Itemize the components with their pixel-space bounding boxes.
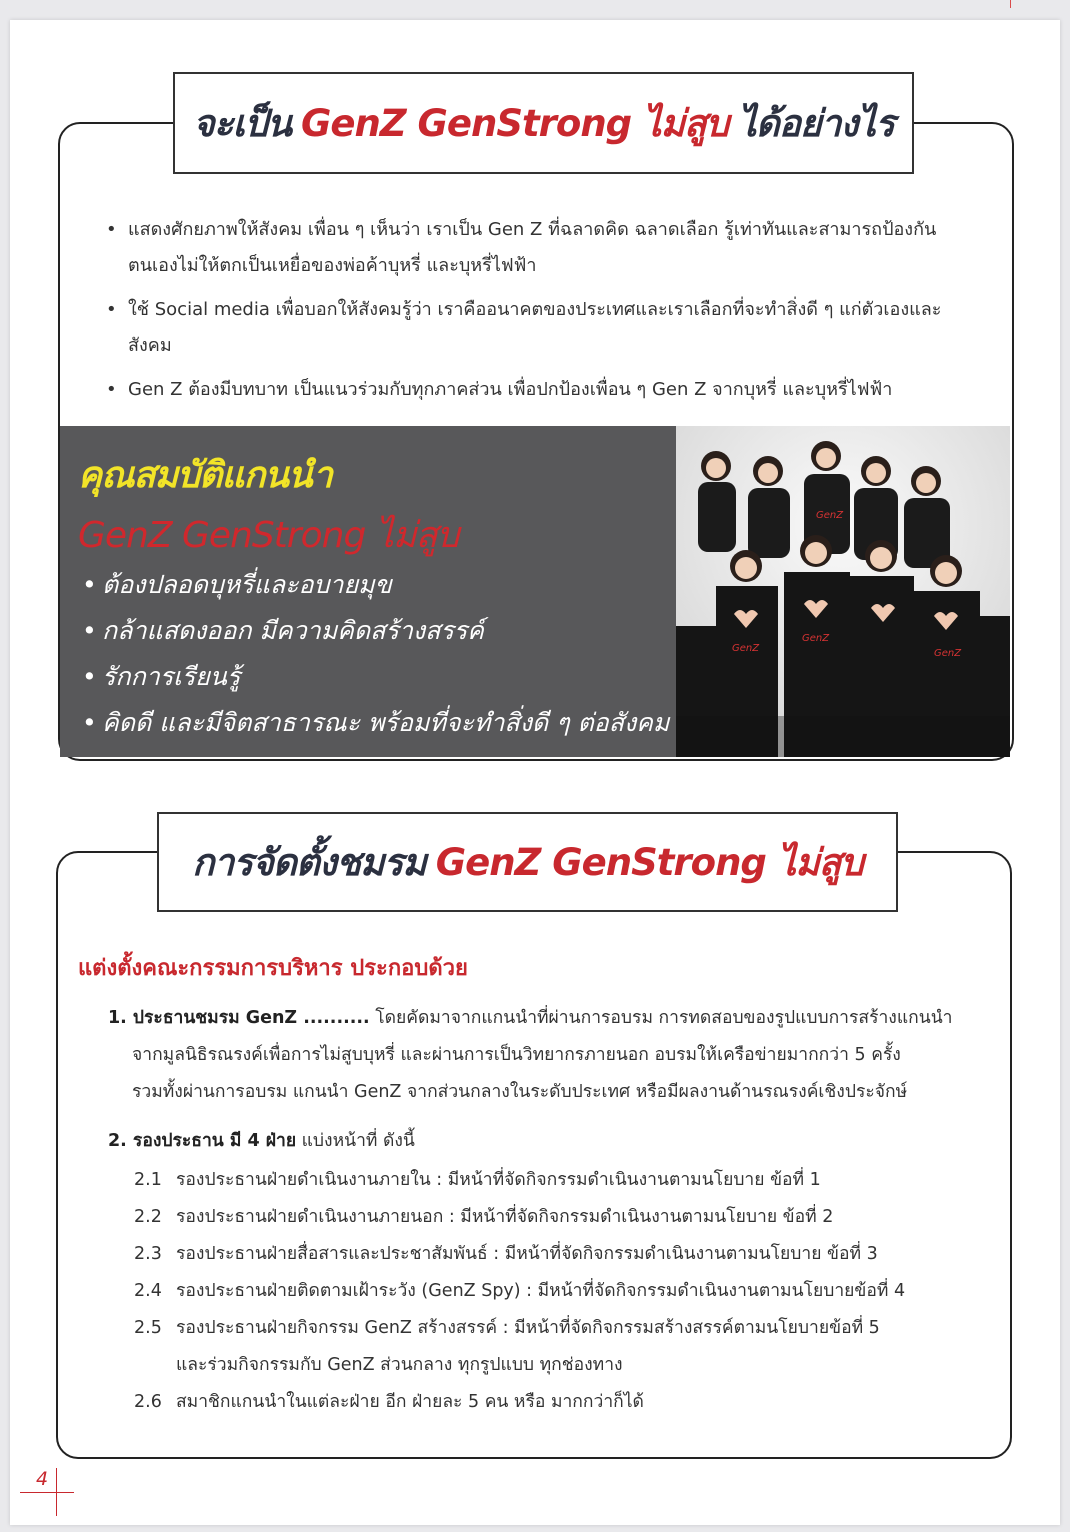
shirt-logo: GenZ: [816, 510, 844, 521]
subitem-row: [134, 1273, 994, 1310]
section-2-title: [157, 812, 898, 912]
bullet-item: • Gen Z ต้องมีบทบาท เป็นแนวร่วมกับทุกภาคส่วน เพื่อปกป้องเพื่อน ๆ Gen Z จากบุหรี่ และบุหรี่ไฟฟ้า: [102, 372, 982, 408]
subitem-number: 2.3: [134, 1244, 162, 1264]
page-number-rule: [56, 1468, 57, 1516]
bullet-item: • แสดงศักยภาพให้สังคม เพื่อน ๆ เห็นว่า เราเป็น Gen Z ที่ฉลาดคิด ฉลาดเลือก รู้เท่าทันและสามารถป้องกันตนเองไม่ให้ตกเป็นเหยื่อของพ่อค้าบุหรี่ และบุหรี่ไฟฟ้า: [102, 212, 982, 284]
page-number: 4: [36, 1468, 49, 1490]
shirt-logo: GenZ: [934, 648, 962, 659]
group-photo-illustration: [676, 426, 1010, 757]
vice-president-text: แบ่งหน้าที่ ดังนี้: [296, 1131, 415, 1151]
section-1-title-suffix: ได้อย่างไร: [738, 101, 894, 145]
subitem-row: [134, 1236, 994, 1273]
president-text-line3: รวมทั้งผ่านการอบรม แกนนำ GenZ จากส่วนกลางในระดับประเทศ หรือมีผลงานด้านรณรงค์เชิงประจักษ์: [132, 1082, 908, 1102]
subitem-text: รองประธานฝ่ายดำเนินงานภายใน : มีหน้าที่จัดกิจกรรมดำเนินงานตามนโยบาย ข้อที่ 1: [176, 1170, 821, 1190]
subitem-text: รองประธานฝ่ายสื่อสารและประชาสัมพันธ์ : มีหน้าที่จัดกิจกรรมดำเนินงานตามนโยบาย ข้อที่ 3: [176, 1244, 878, 1264]
section-2-title-highlight: GenZ GenStrong ไม่สูบ: [435, 840, 863, 884]
subitem-number: 2.2: [134, 1207, 162, 1227]
section-1-title-highlight: GenZ GenStrong ไม่สูบ: [301, 101, 729, 145]
subitem-continuation: และร่วมกิจกรรมกับ GenZ ส่วนกลาง ทุกรูปแบบ ทุกช่องทาง: [176, 1355, 623, 1375]
subitem-text: รองประธานฝ่ายติดตามเฝ้าระวัง (GenZ Spy) : มีหน้าที่จัดกิจกรรมดำเนินงานตามนโยบายข้อที่ 4: [176, 1281, 906, 1301]
page-number-rule: [20, 1492, 74, 1493]
subitem-text: รองประธานฝ่ายดำเนินงานภายนอก : มีหน้าที่จัดกิจกรรมดำเนินงานตามนโยบาย ข้อที่ 2: [176, 1207, 834, 1227]
subitem-row: [134, 1199, 994, 1236]
qualification-item: • คิดดี และมีจิตสาธารณะ พร้อมที่จะทำสิ่งดี ๆ ต่อสังคม: [82, 700, 669, 746]
leader-title: คุณสมบัติแกนนำ: [78, 455, 332, 496]
president-label: 1. ประธานชมรม GenZ ..........: [108, 1008, 370, 1028]
vice-president-item: [108, 1123, 1008, 1160]
section-2-title-prefix: การจัดตั้งชมรม: [192, 840, 426, 884]
shirt-logo: GenZ: [732, 643, 760, 654]
qualification-item: • ต้องปลอดบุหรี่และอบายมุข: [82, 562, 669, 608]
subitem-row: [134, 1310, 994, 1347]
vice-president-label: 2. รองประธาน มี 4 ฝ่าย: [108, 1131, 297, 1151]
subitem-text: สมาชิกแกนนำในแต่ละฝ่าย อีก ฝ่ายละ 5 คน หรือ มากกว่าก็ได้: [176, 1392, 644, 1412]
group-photo: [676, 426, 1010, 757]
bullet-item: • ใช้ Social media เพื่อบอกให้สังคมรู้ว่า เราคืออนาคตของประเทศและเราเลือกที่จะทำสิ่งดี ๆ แก่ตัวเองและสังคม: [102, 292, 982, 364]
subitem-row: [134, 1384, 994, 1421]
president-text-line1: โดยคัดมาจากแกนนำที่ผ่านการอบรม การทดสอบของรูปแบบการสร้างแกนนำ: [369, 1008, 953, 1028]
crop-mark: [1010, 0, 1011, 8]
president-item: [108, 1000, 1008, 1111]
leader-qualifications-list: [82, 562, 669, 746]
leader-subtitle: GenZ GenStrong ไม่สูบ: [78, 515, 459, 556]
subitem-number: 2.6: [134, 1392, 162, 1412]
subitem-number: 2.5: [134, 1318, 162, 1338]
subitem-row: [134, 1162, 994, 1199]
vice-president-subitems: [134, 1162, 994, 1421]
subitem-number: 2.1: [134, 1170, 162, 1190]
subitem-text: รองประธานฝ่ายกิจกรรม GenZ สร้างสรรค์ : มีหน้าที่จัดกิจกรรมสร้างสรรค์ตามนโยบายข้อที่ 5: [176, 1318, 880, 1338]
qualification-item: • รักการเรียนรู้: [82, 654, 669, 700]
committee-heading: แต่งตั้งคณะกรรมการบริหาร ประกอบด้วย: [78, 956, 468, 981]
section-1-title-prefix: จะเป็น: [193, 101, 291, 145]
subitem-number: 2.4: [134, 1281, 162, 1301]
section-1-bullet-list: [102, 212, 982, 416]
section-1-title: [173, 72, 914, 174]
qualification-item: • กล้าแสดงออก มีความคิดสร้างสรรค์: [82, 608, 669, 654]
president-text-line2: จากมูลนิธิรณรงค์เพื่อการไม่สูบบุหรี่ และผ่านการเป็นวิทยากรภายนอก อบรมให้เครือข่ายมากกว่า 5 ครั้ง: [132, 1045, 901, 1065]
shirt-logo: GenZ: [802, 633, 830, 644]
